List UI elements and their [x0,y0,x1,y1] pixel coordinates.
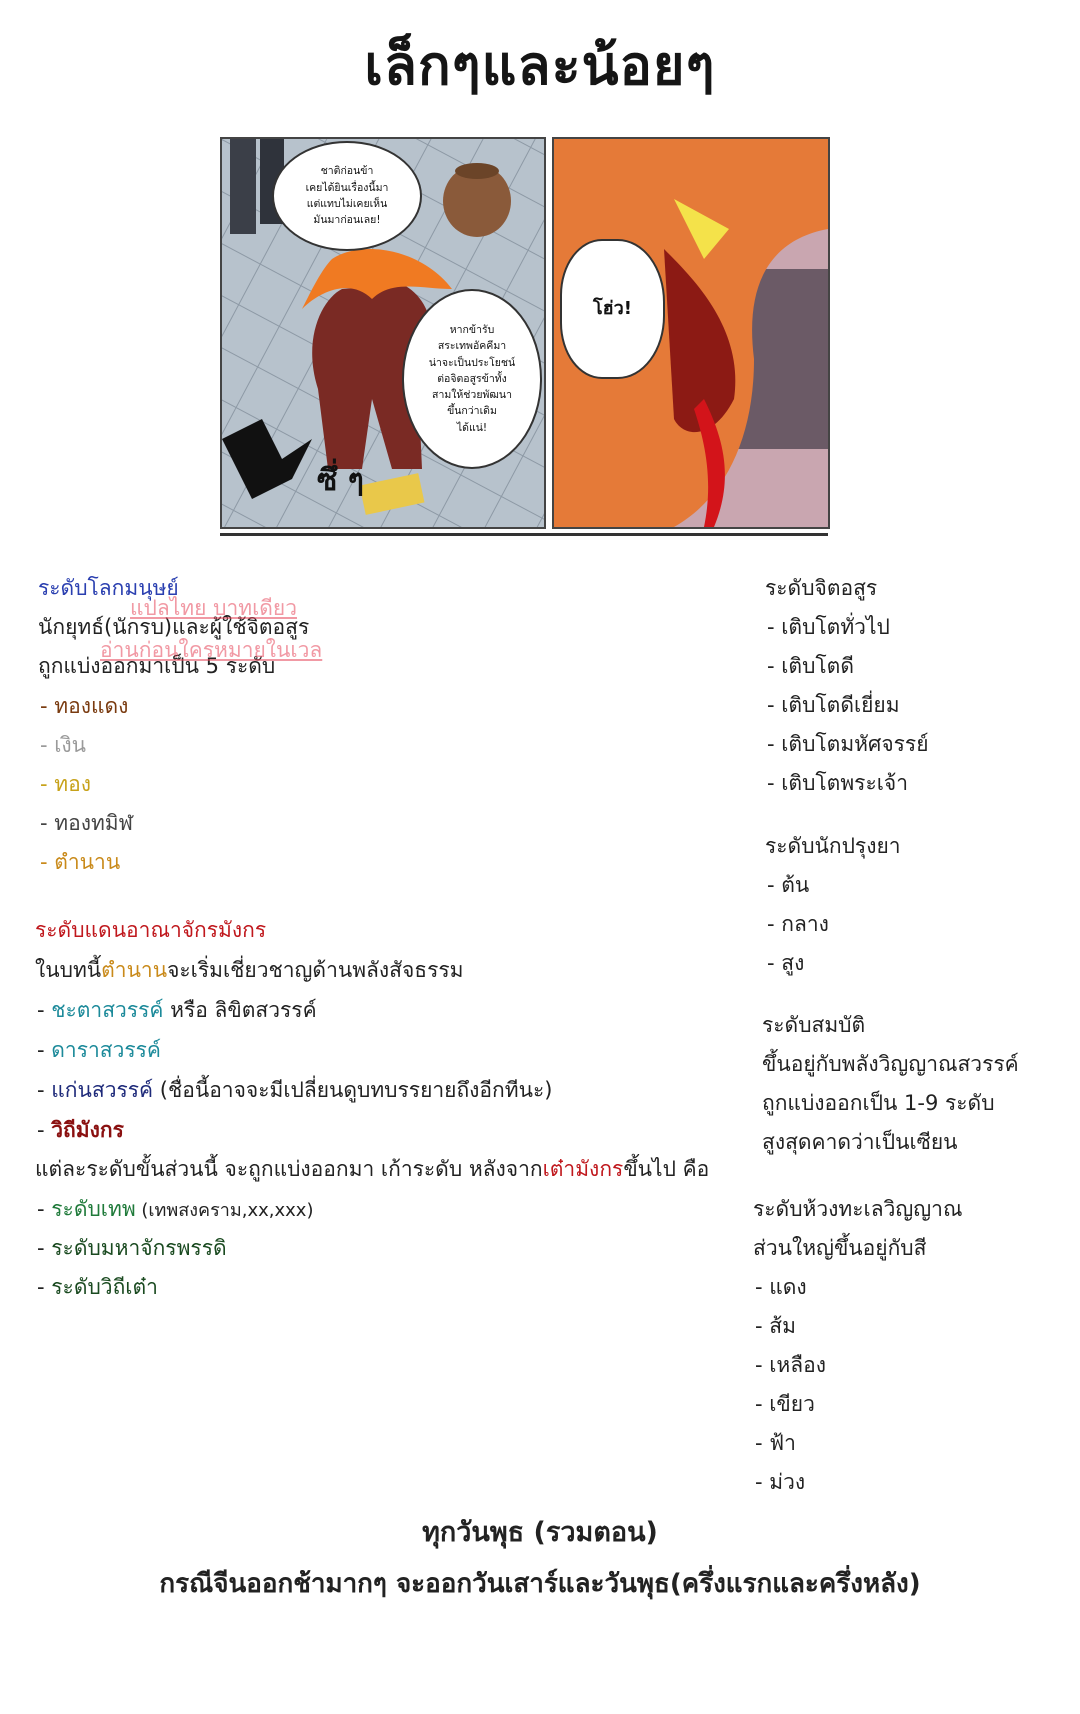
intro-part-c: จะเริ่มเชี่ยวชาญด้านพลังสัจธรรม [167,958,464,982]
tier-heaven-core: - แก่นสวรรค์ (ชื่อนี้อาจจะมีเปลี่ยนดูบทบรรยายถึงอีกทีนะ) [37,1078,553,1102]
schedule-weekly: ทุกวันพุธ (รวมตอน) [422,1517,658,1548]
tier-heaven-star-label: ดาราสวรรค์ [51,1038,161,1062]
speech-bubble-2: หากข้ารับ สระเทพอัคคีมา น่าจะเป็นประโยชน์ ต่อจิตอสูรข้าทั้ง สามให้ช่วยพัฒนา ขึ้นกว่าเดิม ได้แน่! [402,289,542,469]
tier-heaven-core-label: แก่นสวรรค์ [51,1078,154,1102]
growth-good: - เติบโตดี [767,654,854,678]
tier-dragon-way: - วิถีมังกร [37,1118,124,1142]
stage-emperor: - ระดับมหาจักรพรรดิ [37,1236,227,1260]
desc-dragon-dao: เต๋ามังกร [542,1157,624,1181]
schedule-note: กรณีจีนออกช้ามากๆ จะออกวันเสาร์และวันพุธ(ครึ่งแรกและครึ่งหลัง) [159,1569,921,1599]
color-yellow: - เหลือง [755,1353,827,1377]
color-blue: - ฟ้า [755,1431,796,1455]
tier-heaven-fate-label: ชะตาสวรรค์ [51,998,164,1022]
tier-dash: - [37,998,52,1022]
growth-miraculous: - เติบโตมหัศจรรย์ [767,732,929,756]
tier-heaven-core-note: (ชื่อนี้อาจจะมีเปลี่ยนดูบทบรรยายถึงอีกทีนะ) [159,1078,553,1102]
tier-dragon-way-label: วิถีมังกร [51,1118,124,1142]
heading-dragon-realm: ระดับแดนอาณาจักรมังกร [35,918,267,942]
color-orange: - ส้ม [755,1314,796,1338]
stage-emperor-label: ระดับมหาจักรพรรดิ [51,1236,227,1260]
rank-copper: - ทองแดง [40,694,129,718]
desc-part-c: ขึ้นไป คือ [623,1157,710,1181]
rank-gold: - ทอง [40,772,91,796]
intro-part-a: ในบทนี้ [35,958,102,982]
speech-bubble-3: โฮ่ว! [560,239,665,379]
heading-beast-soul: ระดับจิตอสูร [765,576,878,600]
treasure-desc-3: สูงสุดคาดว่าเป็นเซียน [762,1130,958,1154]
comic-panel-right [552,137,830,529]
text-warriors: นักยุทธ์(นักรบ)และผู้ใช้จิตอสูร [38,615,310,639]
rank-dark-gold: - ทองทมิฬ [40,811,134,835]
color-purple: - ม่วง [755,1470,806,1494]
speech-bubble-1: ชาติก่อนข้า เคยได้ยินเรื่องนี้มา แต่แทบไม่เคยเห็น มันมาก่อนเลย! [272,141,422,251]
growth-normal: - เติบโตทั่วไป [767,615,890,639]
alchemist-low: - ต้น [767,873,810,897]
heading-alchemist: ระดับนักปรุงยา [765,834,901,858]
panel-divider [220,533,828,536]
rank-silver: - เงิน [40,733,87,757]
intro-legend: ตำนาน [101,958,168,982]
text-five-levels: ถูกแบ่งออกมาเป็น 5 ระดับ [38,654,276,678]
alchemist-high: - สูง [767,951,805,975]
page-title: เล็กๆและน้อยๆ [364,34,716,97]
treasure-desc-2: ถูกแบ่งออกเป็น 1-9 ระดับ [762,1091,995,1115]
text-chapter-intro [35,960,464,981]
stage-god: - ระดับเทพ (เทพสงคราม,xx,xxx) [37,1197,314,1221]
growth-divine: - เติบโตพระเจ้า [767,771,908,795]
color-red: - แดง [755,1275,807,1299]
stage-god-label: ระดับเทพ [51,1197,136,1221]
tier-heaven-fate [37,1000,317,1021]
alchemist-mid: - กลาง [767,912,829,936]
heading-treasure: ระดับสมบัติ [762,1013,866,1037]
watermark-line-1: แปลไทย บาทเดียว [130,596,297,620]
tier-heaven-fate-alt: หรือ ลิขิตสวรรค์ [163,998,317,1022]
rank-legend: - ตำนาน [40,850,121,874]
comic-panel-left [220,137,546,529]
color-green: - เขียว [755,1392,815,1416]
soul-sea-desc: ส่วนใหญ่ขึ้นอยู่กับสี [753,1236,927,1260]
text-nine-levels [35,1159,709,1180]
stage-dao: - ระดับวิถีเต๋า [37,1275,158,1299]
watermark-line-2: อ่านก่อนใครหมายในเวล [100,638,323,662]
sound-effect-text: ซึ่ ๆ [317,463,364,498]
heading-human-realm: ระดับโลกมนุษย์ [38,576,179,600]
growth-excellent: - เติบโตดีเยี่ยม [767,693,900,717]
desc-part-a: แต่ละระดับขั้นส่วนนี้ จะถูกแบ่งออกมา เก้าระดับ หลังจาก [35,1157,543,1181]
stage-god-note: (เทพสงคราม,xx,xxx) [135,1200,314,1221]
heading-soul-sea: ระดับห้วงทะเลวิญญาณ [753,1197,963,1221]
treasure-desc-1: ขึ้นอยู่กับพลังวิญญาณสวรรค์ [762,1052,1019,1076]
tier-heaven-star: - ดาราสวรรค์ [37,1038,161,1062]
stage-dao-label: ระดับวิถีเต๋า [51,1275,158,1299]
